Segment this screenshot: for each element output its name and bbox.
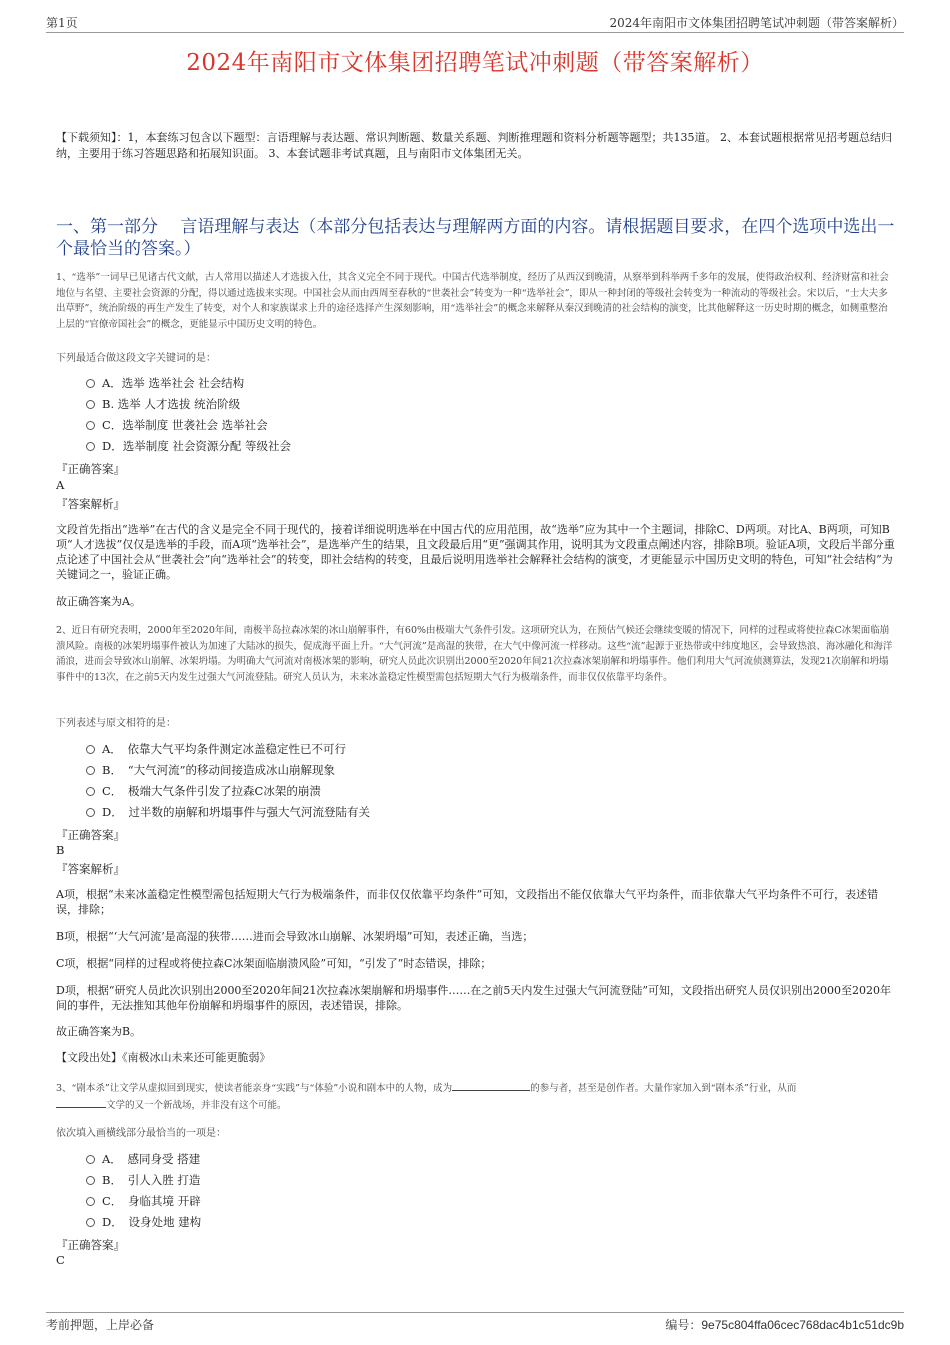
q2-analysis-c: C项，根据“同样的过程或将使拉森C冰架面临崩溃风险”可知，“引发了”时态错误，排除； <box>56 957 492 970</box>
radio-icon[interactable] <box>86 421 95 430</box>
q3-option-a[interactable]: A． 感同身受 搭建 <box>86 1149 201 1170</box>
page-header <box>46 12 904 33</box>
fill-blank-1 <box>452 1080 530 1091</box>
footer-code: 编号：9e75c804ffa06cec768dac4b1c51dc9b <box>665 1318 904 1332</box>
q1-option-c[interactable]: C．选举制度 世袭社会 选举社会 <box>86 415 291 436</box>
radio-icon[interactable] <box>86 379 95 388</box>
q1-option-b[interactable]: B. 选举 人才选拔 统治阶级 <box>86 394 291 415</box>
radio-icon[interactable] <box>86 787 95 796</box>
q2-source: 【文段出处】《南极冰山未来还可能更脆弱》 <box>56 1051 271 1064</box>
q1-analysis-label: 『答案解析』 <box>56 497 125 511</box>
q2-analysis-a: A项，根据“未来冰盖稳定性模型需包括短期大气行为极端条件，而非仅仅依靠平均条件”可知，文段指出不能仅依靠大气平均条件，而非依靠大气平均条件不可行，表述错误，排除； <box>56 888 879 916</box>
radio-icon[interactable] <box>86 1197 95 1206</box>
q1-option-a[interactable]: A．选举 选举社会 社会结构 <box>86 373 291 394</box>
footer-slogan: 考前押题，上岸必备 <box>46 1318 155 1332</box>
radio-icon[interactable] <box>86 400 95 409</box>
q2-option-c[interactable]: C． 极端大气条件引发了拉森C冰架的崩溃 <box>86 781 370 802</box>
q3-answer: C <box>56 1253 65 1267</box>
header-doc-title: 2024年南阳市文体集团招聘笔试冲刺题（带答案解析） <box>609 16 904 30</box>
page-number: 第1页 <box>46 16 78 30</box>
q2-answer: B <box>56 843 65 857</box>
q2-passage: 2、近日有研究表明，2000年至2020年间，南极半岛拉森冰架的冰山崩解事件，有60%由极端大气条件引发。这项研究认为，在预估气候还会继续变暖的情况下，同样的过程或将使拉森C冰架面临崩溃风险。南极的冰架坍塌事件被认为加速了大陆冰的损失，促成海平面上升。“大气河流”是高湿的狭带，在大气中像河流一样移动。这些“流”起源于亚热带或中纬度地区，会导致热浪、海冰融化和海洋涌浪，进而会导致冰山崩解、冰架坍塌。为明确大气河流对南极冰架的影响，研究人员此次识别出2000至2020年间21次拉森冰架崩解和坍塌事件。他们利用大气河流侦测算法，发现21次崩解和坍塌事件中的13次，在之前5天内发生过强大气河流登陆。研究人员认为，未来冰盖稳定性模型需包括短期大气行为极端条件，而非仅仅依靠平均条件。 <box>56 625 893 683</box>
q2-question: 下列表述与原文相符的是： <box>56 718 176 729</box>
q1-options <box>86 373 291 457</box>
radio-icon[interactable] <box>86 1176 95 1185</box>
q2-analysis-b: B项，根据“‘大气河流’是高湿的狭带……进而会导致冰山崩解、冰架坍塌”可知，表述正确，当选； <box>56 930 534 943</box>
q1-answer-label: 『正确答案』 <box>56 462 125 476</box>
q3-option-b[interactable]: B． 引人入胜 打造 <box>86 1170 201 1191</box>
q1-analysis: 文段首先指出“选举”在古代的含义是完全不同于现代的，接着详细说明选举在中国古代的应用范围，故“选举”应为其中一个主题词，排除C、D两项。对比A、B两项，可知B项“人才选拔”仅仅是选举的手段，而A项“选举社会”，是选举产生的结果，且文段最后用“更”强调其作用，说明其为文段重点阐述内容，排除B项。验证A项，文段后半部分重点论述了中国社会从“世袭社会”向“选举社会”的转变，即社会结构的转变，且最后说明用选举社会解释社会结构的演变，才更能显示中国历史文明的特色，可知“社会结构”为关键词之一，验证正确。 <box>56 523 895 581</box>
q1-answer: A <box>56 478 65 492</box>
q3-options <box>86 1149 201 1233</box>
document-title: 2024年南阳市文体集团招聘笔试冲刺题（带答案解析） <box>186 50 764 76</box>
q2-option-b[interactable]: B． “大气河流”的移动间接造成冰山崩解现象 <box>86 760 370 781</box>
radio-icon[interactable] <box>86 1155 95 1164</box>
radio-icon[interactable] <box>86 766 95 775</box>
q1-passage: 1、“选举”一词早已见诸古代文献，古人常用以描述人才选拔入仕，其含义完全不同于现代。中国古代选举制度，经历了从西汉到晚清，从察举到科举两千多年的发展，使得政治权利、经济财富和社会地位与名望、主要社会资源的分配，得以通过选拔来实现。中国社会从而由西周至春秋的“世袭社会”转变为一种“选举社会”，即从一种封闭的等级社会转变为一种流动的等级社会。宋以后，“士大夫多出草野”，统治阶级的再生产发生了转变，对个人和家族谋求上升的途径选择产生深刻影响，用“选举社会”的概念来解释从秦汉到晚清的社会结构的演变，比其他解释这一历史时期的概念，如侧重整治上层的“官僚帝国社会”的概念，更能显示中国历史文明的特色。 <box>56 272 889 330</box>
radio-icon[interactable] <box>86 1218 95 1227</box>
q2-answer-label: 『正确答案』 <box>56 828 125 842</box>
page-footer <box>46 1312 904 1335</box>
q3-option-c[interactable]: C． 身临其境 开辟 <box>86 1191 201 1212</box>
radio-icon[interactable] <box>86 442 95 451</box>
q2-options <box>86 739 370 823</box>
q2-analysis-label: 『答案解析』 <box>56 862 125 876</box>
q3-option-d[interactable]: D． 设身处地 建构 <box>86 1212 201 1233</box>
q3-passage: 3、“剧本杀”让文学从虚拟回到现实，使读者能亲身“实践”与“体验”小说和剧本中的人物，成为 的参与者，甚至是创作者。大量作家加入到“剧本杀”行业，从而 文学的又一个新战场，并非没有这个可能。 <box>56 1080 896 1113</box>
q2-conclusion: 故正确答案为B。 <box>56 1025 142 1038</box>
q1-conclusion: 故正确答案为A。 <box>56 595 141 608</box>
q3-question: 依次填入画横线部分最恰当的一项是： <box>56 1128 226 1139</box>
q2-option-d[interactable]: D． 过半数的崩解和坍塌事件与强大气河流登陆有关 <box>86 802 370 823</box>
q2-analysis-d: D项，根据“研究人员此次识别出2000至2020年间21次拉森冰架崩解和坍塌事件……在之前5天内发生过强大气河流登陆”可知，文段指出研究人员仅识别出2000至2020年间的事件，无法推知其他年份崩解和坍塌事件的原因，表述错误，排除。 <box>56 984 892 1012</box>
radio-icon[interactable] <box>86 745 95 754</box>
q1-option-d[interactable]: D．选举制度 社会资源分配 等级社会 <box>86 436 291 457</box>
section-heading: 一、第一部分 言语理解与表达（本部分包括表达与理解两方面的内容。请根据题目要求，在四个选项中选出一个最恰当的答案。） <box>56 217 895 259</box>
q2-option-a[interactable]: A． 依靠大气平均条件测定冰盖稳定性已不可行 <box>86 739 370 760</box>
q1-question: 下列最适合做这段文字关键词的是： <box>56 353 216 364</box>
radio-icon[interactable] <box>86 808 95 817</box>
q3-answer-label: 『正确答案』 <box>56 1238 125 1252</box>
download-notice: 【下载须知】：1，本套练习包含以下题型：言语理解与表达题、常识判断题、数量关系题、判断推理题和资料分析题等题型；共135道。 2、本套试题根据常见招考题总结归纳，主要用于练习答题思路和拓展知识面。 3、本套试题非考试真题，且与南阳市文体集团无关。 <box>56 131 892 160</box>
fill-blank-2 <box>56 1097 106 1108</box>
